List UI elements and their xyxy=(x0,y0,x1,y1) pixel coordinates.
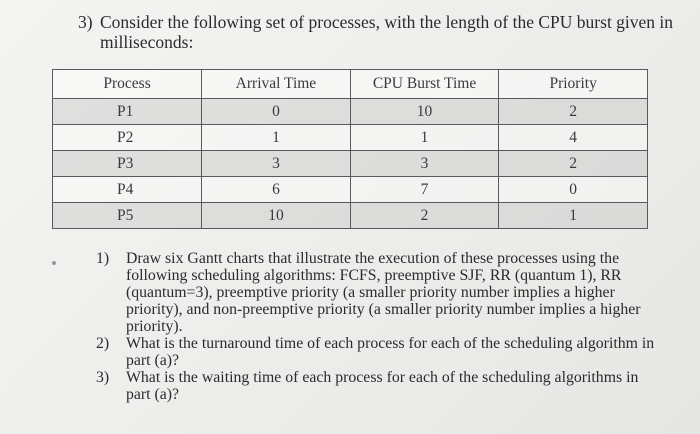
cell-cpu-burst-time: 7 xyxy=(350,177,499,203)
task-text: What is the turnaround time of each process for each of the scheduling algorithm in part (a)? xyxy=(126,335,655,369)
cell-process: P2 xyxy=(53,125,202,151)
cell-process: P5 xyxy=(53,203,202,229)
cell-process: P3 xyxy=(53,151,202,177)
header-cpu-burst-time: CPU Burst Time xyxy=(350,70,499,99)
table-row xyxy=(53,99,648,125)
cell-process: P1 xyxy=(53,99,202,125)
task-text: Draw six Gantt charts that illustrate the execution of these processes using the following scheduling algorithms: FCFS, preemptive SJF, RR (quantum 1), RR (quantum=3), preemptive priority (a smaller priority number implies a higher priority), and non-preemptive priority (a smaller priority number implies a higher priority). xyxy=(126,250,641,335)
header-priority: Priority xyxy=(499,70,648,99)
list-item xyxy=(96,335,656,369)
bullet-dot xyxy=(52,261,56,265)
question-intro xyxy=(78,12,678,52)
table-row xyxy=(53,177,648,203)
cell-arrival-time: 10 xyxy=(202,203,351,229)
cell-process: P4 xyxy=(53,177,202,203)
question-text-line1: Consider the following set of processes, with the length of the CPU burst given in xyxy=(100,12,674,32)
cell-arrival-time: 0 xyxy=(202,99,351,125)
cell-cpu-burst-time: 3 xyxy=(350,151,499,177)
cell-priority: 0 xyxy=(499,177,648,203)
table-row xyxy=(53,203,648,229)
cell-arrival-time: 1 xyxy=(202,125,351,151)
cell-cpu-burst-time: 10 xyxy=(350,99,499,125)
task-text: What is the waiting time of each process for each of the scheduling algorithms in part (a)? xyxy=(126,369,639,403)
cell-priority: 1 xyxy=(499,203,648,229)
process-table xyxy=(52,69,648,229)
task-list xyxy=(96,250,656,403)
table-row xyxy=(53,125,648,151)
question-text-line2: milliseconds: xyxy=(100,32,194,52)
cell-priority: 2 xyxy=(499,151,648,177)
question-number: 3) xyxy=(78,12,93,32)
list-item xyxy=(96,250,656,335)
task-marker: 2) xyxy=(96,335,110,352)
cell-cpu-burst-time: 1 xyxy=(350,125,499,151)
table-row xyxy=(53,151,648,177)
list-item xyxy=(96,369,656,403)
table-header-row xyxy=(53,70,648,99)
cell-arrival-time: 3 xyxy=(202,151,351,177)
header-arrival-time: Arrival Time xyxy=(202,70,351,99)
cell-priority: 2 xyxy=(499,99,648,125)
cell-arrival-time: 6 xyxy=(202,177,351,203)
cell-priority: 4 xyxy=(499,125,648,151)
cell-cpu-burst-time: 2 xyxy=(350,203,499,229)
task-marker: 1) xyxy=(96,250,110,267)
header-process: Process xyxy=(53,70,202,99)
task-marker: 3) xyxy=(96,369,110,386)
